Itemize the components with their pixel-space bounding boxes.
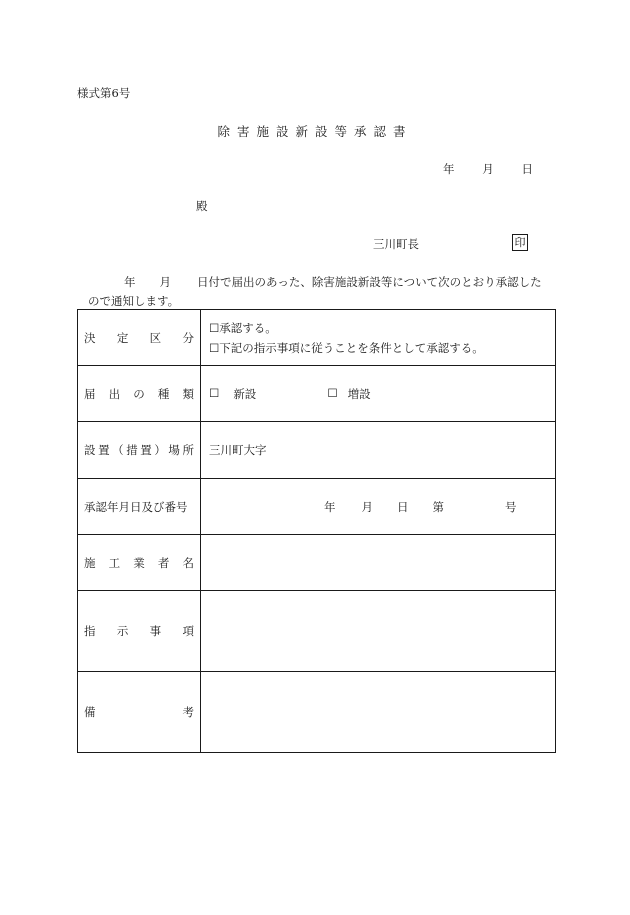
remarks-value[interactable]	[201, 672, 556, 753]
issuer-name: 三川町長	[373, 237, 419, 251]
document-title: 除害施設新設等承認書	[217, 124, 413, 139]
decision-label: 決 定 区 分	[84, 330, 194, 345]
intro-month: 月	[159, 275, 171, 289]
issue-date	[443, 161, 533, 177]
row-location	[78, 422, 556, 479]
intro-text: 日付で届出のあった、除害施設新設等について次のとおり承認した	[197, 275, 542, 289]
approval-label: 承認年月日及び番号	[84, 499, 188, 514]
expansion-checkbox[interactable]: ☐	[327, 385, 338, 400]
expansion-label: 増設	[347, 386, 371, 401]
decision-option-approve[interactable]: ☐承認する。	[209, 320, 277, 335]
seal-mark: 印	[512, 234, 528, 251]
date-year: 年	[443, 162, 455, 176]
remarks-label: 備 考	[84, 705, 194, 719]
instructions-value[interactable]	[201, 591, 556, 672]
instructions-label: 指 示 事 項	[84, 624, 194, 638]
contractor-value[interactable]	[201, 535, 556, 591]
intro-text-continued: ので通知します。	[88, 294, 180, 308]
intro-year: 年	[124, 275, 136, 289]
addressee-suffix: 殿	[196, 199, 208, 213]
row-remarks	[78, 672, 556, 753]
decision-option-conditional[interactable]: ☐下記の指示事項に従うことを条件として承認する。	[209, 340, 484, 355]
notification-type-label: 届 出 の 種 類	[84, 386, 194, 401]
row-instructions	[78, 591, 556, 672]
approval-form-table	[77, 309, 556, 753]
contractor-label: 施 工 業 者 名	[84, 555, 194, 570]
approval-date-number[interactable]: 年 月 日 第 号	[324, 499, 517, 514]
location-label: 設 置 （ 措 置 ） 場 所	[84, 443, 194, 457]
row-notification-type	[78, 366, 556, 422]
location-value[interactable]: 三川町大字	[201, 422, 556, 479]
date-day: 日	[521, 162, 533, 176]
date-month: 月	[482, 162, 494, 176]
new-checkbox[interactable]: ☐	[209, 385, 220, 400]
intro-paragraph	[88, 273, 558, 311]
new-label: 新設	[233, 386, 257, 401]
row-approval	[78, 479, 556, 535]
form-number: 様式第6号	[77, 86, 131, 100]
row-contractor	[78, 535, 556, 591]
row-decision	[78, 310, 556, 366]
